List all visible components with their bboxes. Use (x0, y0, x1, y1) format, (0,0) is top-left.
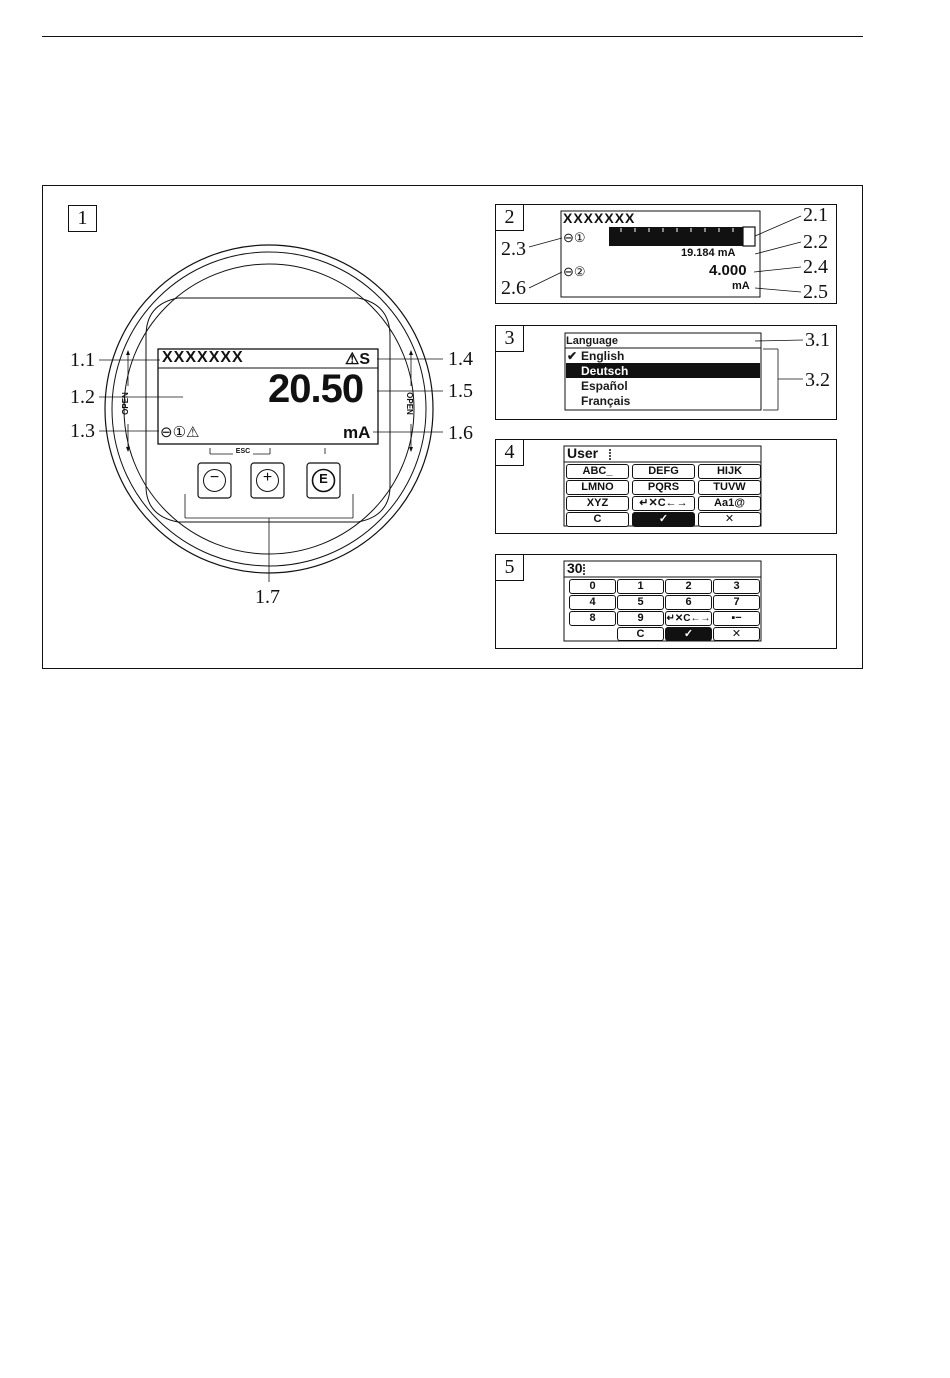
key-cancel[interactable]: ✕ (713, 627, 760, 641)
language-item-francais[interactable]: Français (581, 394, 631, 408)
display-bottom-icons: ⊖①⚠ (160, 424, 200, 441)
key-0[interactable]: 0 (569, 579, 616, 594)
callout-3-1: 3.1 (805, 329, 830, 351)
enter-key-label[interactable]: E (319, 471, 328, 486)
panel2-title: XXXXXXX (563, 210, 636, 226)
key-9[interactable]: 9 (617, 611, 664, 626)
display-main-value: 20.50 (268, 367, 364, 411)
language-header: Language (566, 335, 618, 347)
key-lmno[interactable]: LMNO (566, 480, 629, 495)
main-value: 4.000 (709, 262, 747, 279)
language-item-english[interactable]: English (581, 349, 625, 363)
key-edit-functions[interactable]: ↵✕C←→ (632, 496, 695, 511)
minus-key-label[interactable]: − (209, 469, 220, 486)
key-defg[interactable]: DEFG (632, 464, 695, 479)
callout-1-6: 1.6 (448, 422, 473, 444)
callout-1-4: 1.4 (448, 348, 473, 370)
callout-1-5: 1.5 (448, 380, 473, 402)
callout-2-5: 2.5 (803, 281, 828, 303)
callout-2-3: 2.3 (501, 238, 526, 260)
check-mark-icon: ✔ (567, 349, 578, 363)
top-rule (42, 36, 863, 37)
open-label-right: OPEN (404, 392, 414, 415)
key-8[interactable]: 8 (569, 611, 616, 626)
callout-2-4: 2.4 (803, 256, 828, 278)
key-xyz[interactable]: XYZ (566, 496, 629, 511)
key-clear[interactable]: C (566, 512, 629, 527)
figure-frame (42, 185, 863, 669)
language-item-deutsch[interactable]: Deutsch (581, 364, 629, 378)
key-cancel[interactable]: ✕ (698, 512, 761, 527)
callout-3-2: 3.2 (805, 369, 830, 391)
display-unit: mA (343, 423, 371, 442)
panel-number-5: 5 (495, 554, 524, 581)
callout-2-6: 2.6 (501, 277, 526, 299)
key-hijk[interactable]: HIJK (698, 464, 761, 479)
callout-2-1: 2.1 (803, 204, 828, 226)
key-abc[interactable]: ABC_ (566, 464, 629, 479)
language-item-espanol[interactable]: Español (581, 379, 628, 393)
key-tuvw[interactable]: TUVW (698, 480, 761, 495)
unit-value: mA (732, 280, 750, 292)
key-3[interactable]: 3 (713, 579, 760, 594)
key-2[interactable]: 2 (665, 579, 712, 594)
callout-1-1: 1.1 (70, 349, 95, 371)
key-confirm[interactable]: ✓ (632, 512, 695, 527)
key-pqrs[interactable]: PQRS (632, 480, 695, 495)
panel-number-2: 2 (495, 204, 524, 231)
open-label-left: OPEN (120, 392, 130, 415)
channel1-icon: ⊖① (563, 230, 586, 245)
key-4[interactable]: 4 (569, 595, 616, 610)
callout-2-2: 2.2 (803, 231, 828, 253)
key-1[interactable]: 1 (617, 579, 664, 594)
current-value: 19.184 mA (681, 247, 736, 259)
user-input-text[interactable]: User (567, 445, 599, 461)
key-sign-decimal[interactable]: ▪− (713, 611, 760, 626)
key-edit-functions[interactable]: ↵✕C←→ (666, 613, 711, 624)
panel-number-4: 4 (495, 439, 524, 466)
panel-number-1: 1 (68, 205, 97, 232)
key-case-toggle[interactable]: Aa1@ (698, 496, 761, 511)
plus-key-label[interactable]: + (262, 469, 273, 486)
callout-1-3: 1.3 (70, 420, 95, 442)
key-confirm[interactable]: ✓ (665, 627, 712, 641)
esc-label: ESC (235, 448, 251, 455)
key-7[interactable]: 7 (713, 595, 760, 610)
callout-1-7: 1.7 (255, 586, 280, 608)
key-6[interactable]: 6 (665, 595, 712, 610)
key-clear[interactable]: C (617, 627, 664, 641)
display-status-symbols: ⚠S (345, 351, 371, 368)
callout-1-2: 1.2 (70, 386, 95, 408)
numeric-input-text[interactable]: 30 (567, 560, 583, 576)
key-5[interactable]: 5 (617, 595, 664, 610)
panel-number-3: 3 (495, 325, 524, 352)
channel2-icon: ⊖② (563, 264, 586, 279)
display-title: XXXXXXX (162, 349, 244, 366)
